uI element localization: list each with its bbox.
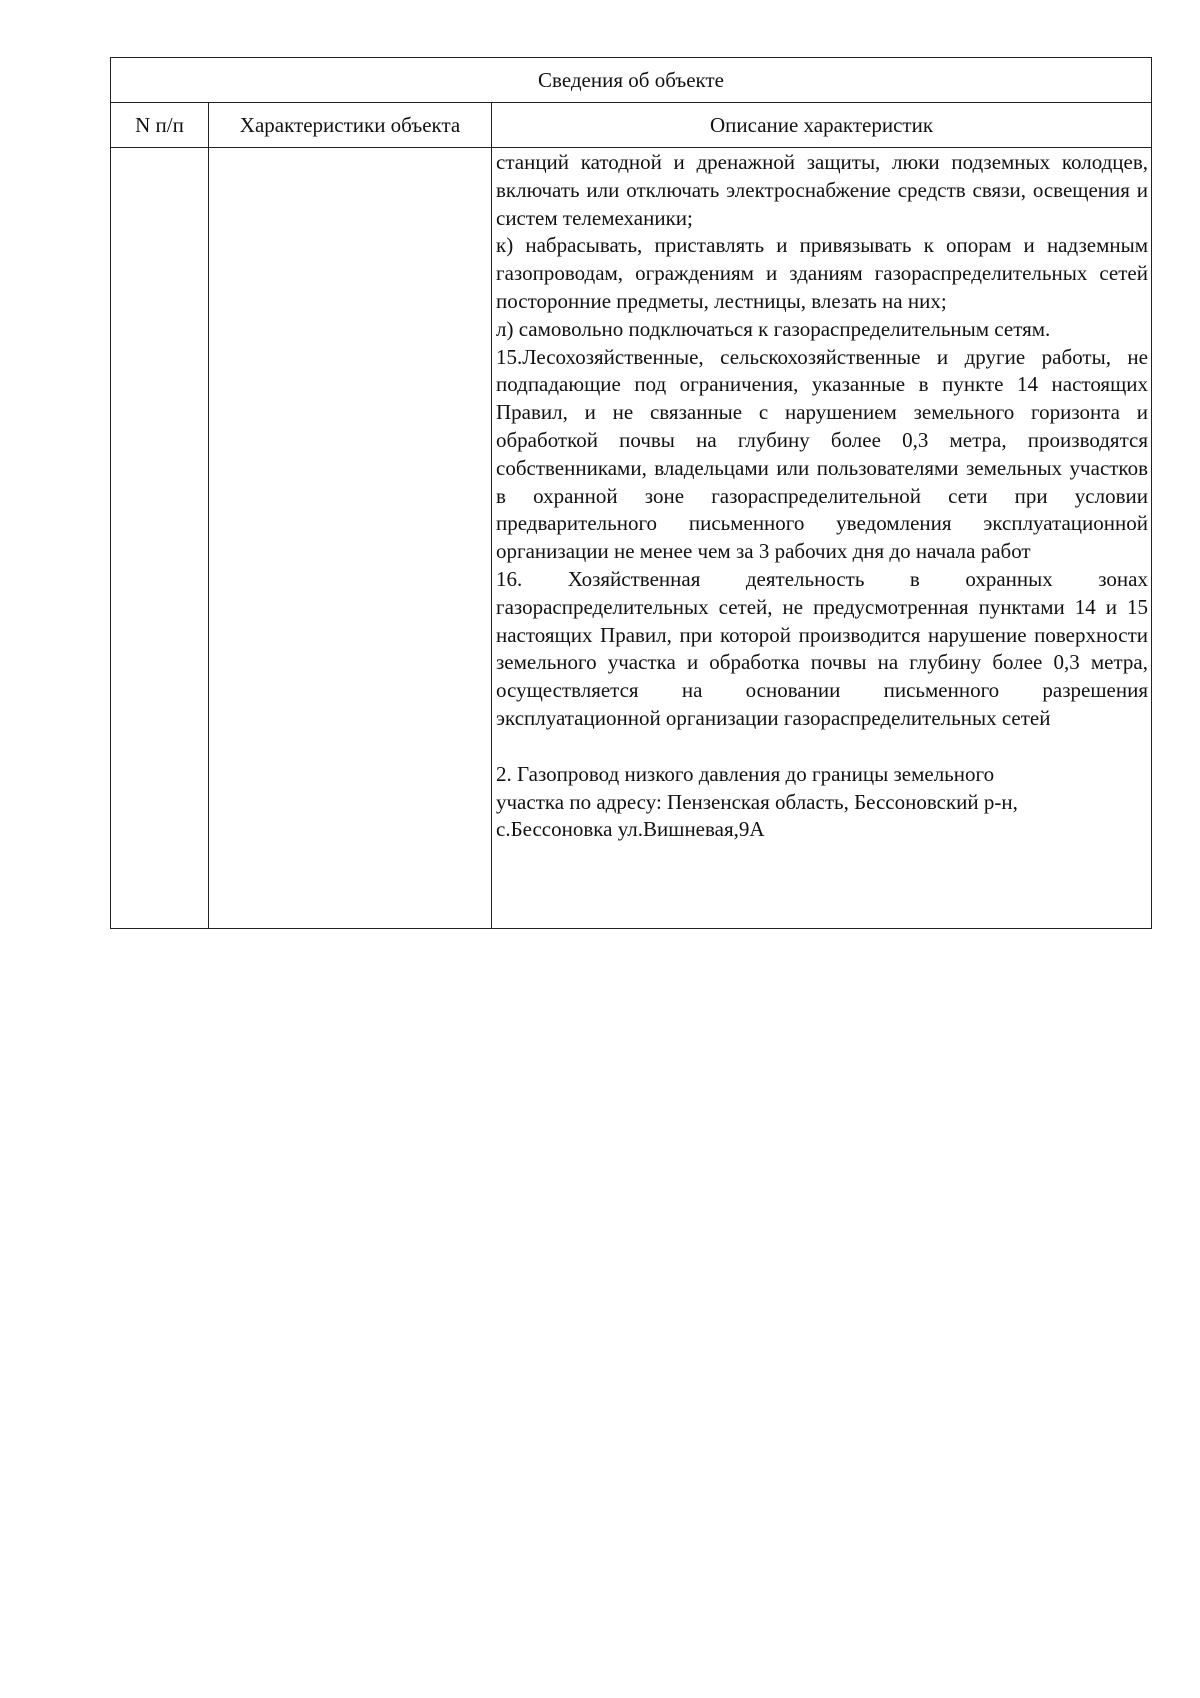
paragraph-protection-stations: станций катодной и дренажной защиты, люки подземных колодцев, включать или отключать электроснабжение средств связи, освещения и систем телемеханики; [496,150,1148,230]
table-title-row [111,58,1152,103]
paragraph-item-k: к) набрасывать, приставлять и привязывать к опорам и надземным газопроводам, ограждениям и зданиям газораспределительных сетей посторонние предметы, лестницы, влезать на них; [496,233,1148,313]
gas-pipeline-line-1: 2. Газопровод низкого давления до границы земельного [496,761,995,786]
gas-pipeline-line-3: с.Бессоновка ул.Вишневая,9А [496,817,765,842]
table-row [111,148,1152,929]
table-header-row [111,103,1152,148]
header-description: Описание характеристик [492,103,1152,148]
paragraph-rule-15: 15.Лесохозяйственные, сельскохозяйственные и другие работы, не подпадающие под ограничения, указанные в пункте 14 настоящих Правил, и не связанные с нарушением земельного горизонта и обработкой почвы на глубину более 0,3 метра, производятся собственниками, владельцами или пользователями земельных участков в охранной зоне газораспределительной сети при условии предварительного письменного уведомления эксплуатационной организации не менее чем за 3 рабочих дня до начала работ [496,344,1148,564]
paragraph-item-l: л) самовольно подключаться к газораспределительным сетям. [496,316,1051,341]
paragraph-rule-16: 16. Хозяйственная деятельность в охранных зонах газораспределительных сетей, не предусмотренная пунктами 14 и 15 настоящих Правил, при которой производится нарушение поверхности земельного участка и обработка почвы на глубину более 0,3 метра, осуществляется на основании письменного разрешения эксплуатационной организации газораспределительных сетей [496,566,1148,730]
gas-pipeline-line-2: участка по адресу: Пензенская область, Бессоновский р-н, [496,789,1018,814]
number-cell [111,148,209,929]
characteristics-cell [209,148,492,929]
header-number: N п/п [111,103,209,148]
object-info-table [110,57,1152,929]
header-characteristics: Характеристики объекта [209,103,492,148]
table-title: Сведения об объекте [111,58,1152,103]
description-cell [492,148,1152,929]
